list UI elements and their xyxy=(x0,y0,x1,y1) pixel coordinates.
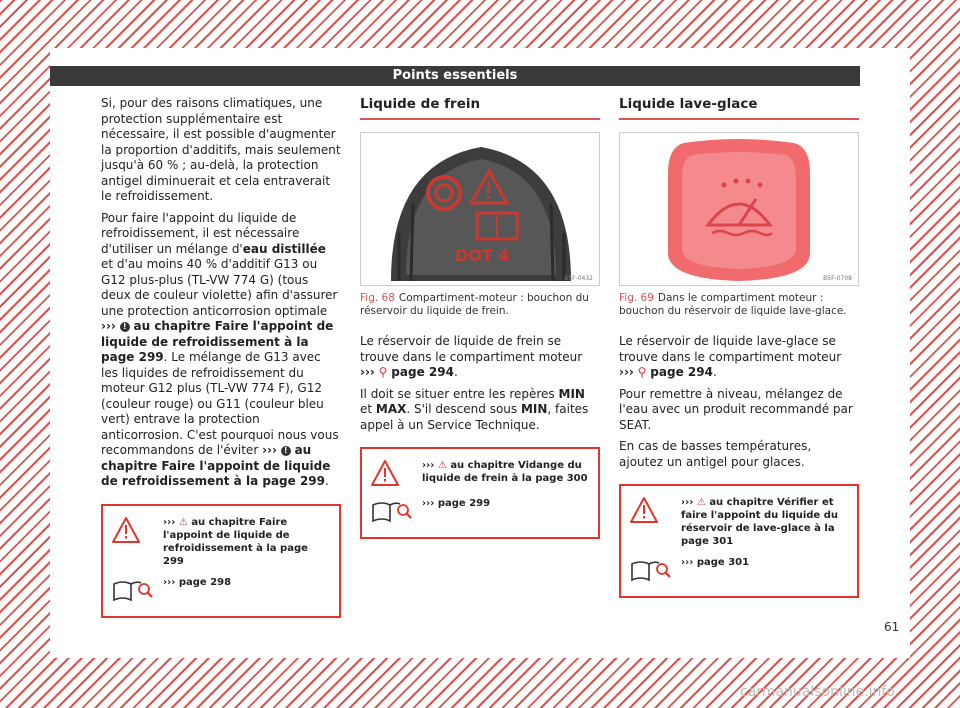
warning-small-icon: ⚠ xyxy=(178,516,188,528)
reference-box xyxy=(619,484,859,598)
cross-reference-link[interactable]: au chapitre Faire l'appoint de liquide de refroidissement à la page 299 xyxy=(101,319,334,364)
cross-reference-link[interactable]: page 298 xyxy=(178,576,232,588)
cross-reference-link[interactable]: au chapitre Faire l'appoint de liquide de refroidissement à la page 299 xyxy=(163,516,308,567)
cross-reference-link[interactable]: page 294 xyxy=(650,365,713,379)
paragraph: Le réservoir de liquide lave-glace se trouve dans le compartiment moteur ››› ⚲ page 294. xyxy=(619,334,842,379)
ref-arrow-icon: ››› xyxy=(422,460,435,471)
ref-arrow-icon: ››› xyxy=(101,319,116,333)
ref-arrow-icon: ››› xyxy=(681,497,694,508)
figure-brake-fluid-cap xyxy=(360,132,600,286)
ref-arrow-icon: ››› xyxy=(163,576,176,588)
book-magnifier-icon xyxy=(629,556,673,586)
reference-box xyxy=(360,447,600,539)
column-2 xyxy=(360,96,600,539)
column-1 xyxy=(101,96,341,618)
warning-small-icon: ⚠ xyxy=(696,497,706,508)
ref-arrow-icon: ››› xyxy=(163,516,176,528)
cross-reference-link[interactable]: page 299 xyxy=(437,498,491,509)
warning-icon xyxy=(370,459,414,489)
ref-arrow-icon: ››› xyxy=(681,557,694,568)
cross-reference-link[interactable]: au chapitre Faire l'appoint de liquide de refroidissement à la page 299 xyxy=(101,443,331,488)
book-magnifier-icon: ⚲ xyxy=(637,365,647,379)
paragraph: Le réservoir de liquide de frein se trouve dans le compartiment moteur ››› ⚲ page 294. xyxy=(360,334,583,379)
reference-box xyxy=(101,504,341,618)
figure-code: B5F-0708 xyxy=(823,275,852,282)
cross-reference-link[interactable]: page 294 xyxy=(391,365,454,379)
warning-circle-icon: ! xyxy=(120,322,130,332)
figure-code: B5F-0432 xyxy=(564,275,593,282)
watermark: carmanualsonline.info xyxy=(740,684,895,700)
page-number: 61 xyxy=(884,620,900,634)
page-header: Points essentiels xyxy=(50,66,860,86)
paragraph: Pour faire l'appoint du liquide de refroidissement, il est nécessaire d'utiliser un mélange d'eau distillée et d'au moins 40 % d'additif G13 ou G12 plus-plus (TL-VW 774 G) (tous deux de couleur violette) afin d'assurer une protection anticorrosion optimale ››› ! au chapitre Faire l'appoint de liquide de refroidissement à la page 299. Le mélange de G13 avec les liquides de refroidissement du moteur G12 plus (TL-VW 774 F), G12 (couleur rouge) ou G11 (couleur bleu vert) entrave la protection anticorrosion. C'est pourquoi nous vous recommandons de l'éviter ››› ! au chapitre Faire l'appoint de liquide de refroidissement à la page 299. xyxy=(101,210,339,488)
warning-icon xyxy=(629,496,673,526)
warning-circle-icon: ! xyxy=(281,446,291,456)
min-mark: MIN xyxy=(520,402,548,416)
paragraph: Pour remettre à niveau, mélangez de l'eau avec un produit recommandé par SEAT. xyxy=(619,386,853,432)
paragraph: Si, pour des raisons climatiques, une protection supplémentaire est nécessaire, il est possible d'augmenter la proportion d'additifs, mais seulement jusqu'à 60 % ; au-delà, la protection antigel diminuerait et cela entraverait le refroidissement. xyxy=(101,96,341,203)
column-3 xyxy=(619,96,859,598)
ref-arrow-icon: ››› xyxy=(262,443,277,457)
min-mark: MIN xyxy=(558,386,585,401)
cross-reference-link[interactable]: page 301 xyxy=(696,557,750,568)
figure-washer-fluid-cap xyxy=(619,132,859,286)
cross-reference-link[interactable]: au chapitre Vidange du liquide de frein à la page 300 xyxy=(422,460,588,484)
ref-arrow-icon: ››› xyxy=(422,498,435,509)
cap-text: DOT 4 xyxy=(455,246,510,265)
warning-small-icon: ⚠ xyxy=(437,460,447,471)
section-title: Liquide lave-glace xyxy=(619,96,859,120)
ref-arrow-icon: ››› xyxy=(619,365,634,379)
figure-caption: Fig. 68 Compartiment-moteur : bouchon du réservoir du liquide de frein. xyxy=(360,292,589,317)
paragraph: Il doit se situer entre les repères MIN et MAX. S'il descend sous MIN, faites appel à un Service Technique. xyxy=(360,386,589,432)
ref-arrow-icon: ››› xyxy=(360,365,375,379)
book-magnifier-icon: ⚲ xyxy=(378,365,388,379)
cross-reference-link[interactable]: au chapitre Vérifier et faire l'appoint du liquide du réservoir de lave-glace à la page 301 xyxy=(681,497,838,547)
paragraph: En cas de basses températures, ajoutez un antigel pour glaces. xyxy=(619,439,812,469)
warning-icon xyxy=(111,516,155,546)
figure-caption: Fig. 69 Dans le compartiment moteur : bouchon du réservoir de liquide lave-glace. xyxy=(619,292,847,317)
book-magnifier-icon xyxy=(370,497,414,527)
max-mark: MAX xyxy=(375,402,407,416)
section-title: Liquide de frein xyxy=(360,96,600,120)
book-magnifier-icon xyxy=(111,576,155,606)
